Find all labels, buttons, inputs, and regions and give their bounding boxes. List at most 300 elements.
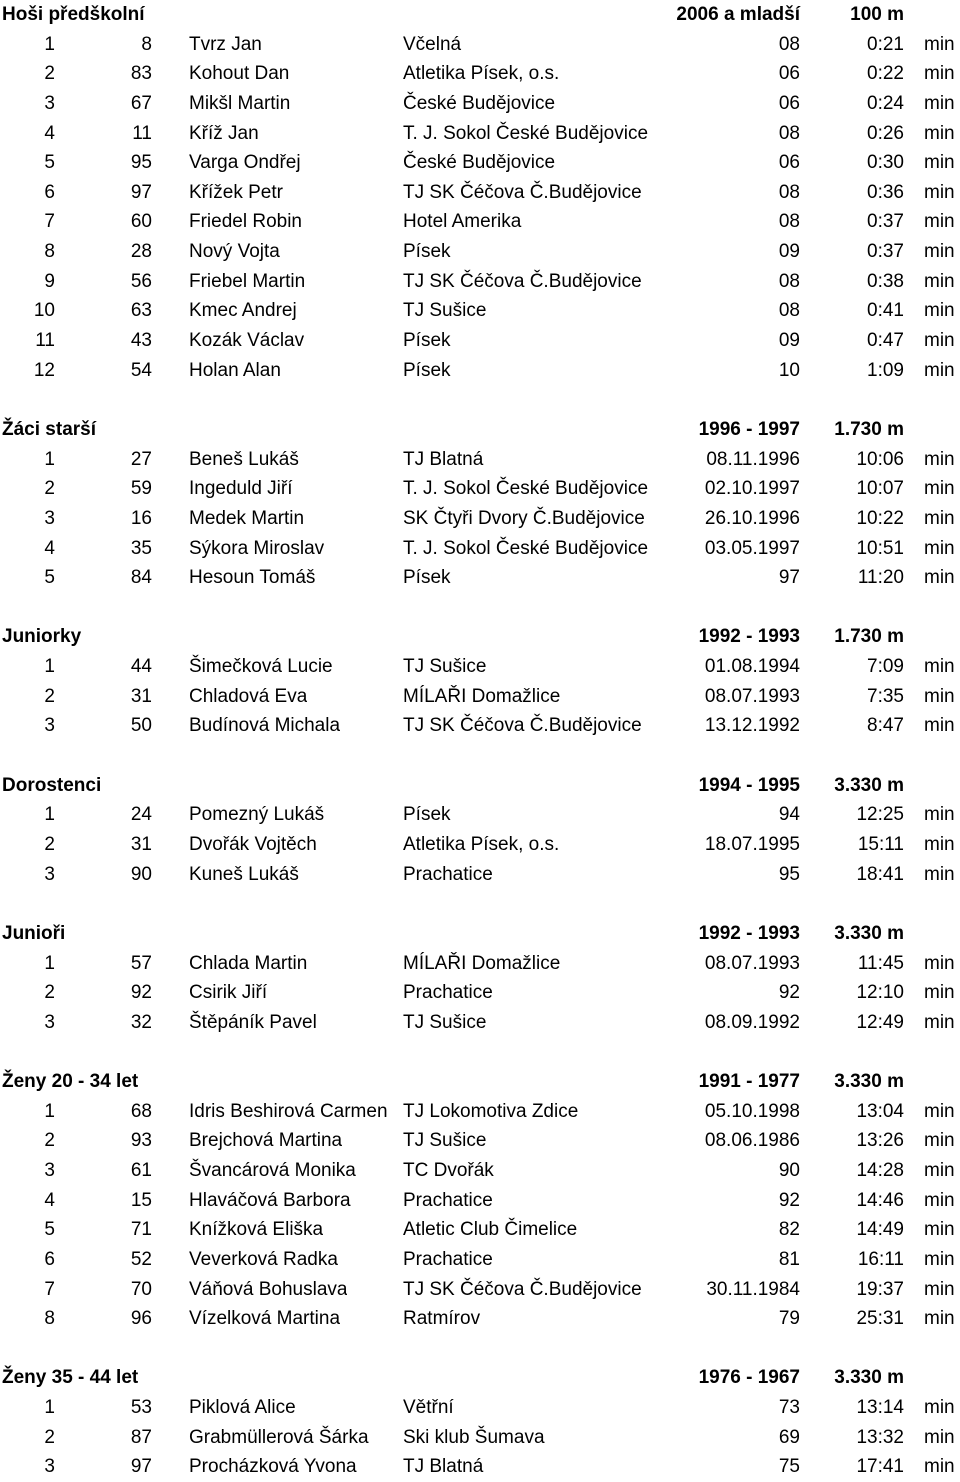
bib-number-cell: 84 (130, 567, 152, 589)
time-cell: 0:24 (867, 92, 904, 114)
time-cell: 0:36 (867, 181, 904, 203)
time-unit-cell: min (924, 181, 955, 203)
birth-year-cell: 05.10.1998 (704, 1100, 800, 1122)
section-spacer (0, 1334, 960, 1364)
bib-number-cell: 59 (130, 478, 152, 500)
table-row (0, 1304, 960, 1334)
table-row (0, 949, 960, 979)
position-cell: 3 (44, 715, 55, 737)
table-row (0, 1245, 960, 1275)
club-cell: Prachatice (403, 1248, 493, 1270)
club-cell: Ski klub Šumava (403, 1426, 545, 1448)
table-row (0, 1423, 960, 1453)
time-cell: 7:09 (867, 656, 904, 678)
time-unit-cell: min (924, 63, 955, 85)
club-cell: TC Dvořák (403, 1159, 494, 1181)
birth-year-cell: 81 (778, 1248, 800, 1270)
category-years: 1994 - 1995 (698, 774, 800, 796)
position-cell: 10 (33, 300, 55, 322)
time-unit-cell: min (924, 1130, 955, 1152)
bib-number-cell: 96 (130, 1308, 152, 1330)
time-unit-cell: min (924, 1397, 955, 1419)
club-cell: Větřní (403, 1397, 454, 1419)
position-cell: 12 (33, 359, 55, 381)
time-cell: 13:32 (856, 1426, 904, 1448)
time-cell: 0:26 (867, 122, 904, 144)
bib-number-cell: 54 (130, 359, 152, 381)
time-unit-cell: min (924, 982, 955, 1004)
club-cell: Písek (403, 359, 451, 381)
time-unit-cell: min (924, 92, 955, 114)
bib-number-cell: 95 (130, 152, 152, 174)
table-row (0, 1393, 960, 1423)
birth-year-cell: 09 (778, 241, 800, 263)
table-row (0, 267, 960, 297)
position-cell: 7 (44, 1278, 55, 1300)
section-spacer (0, 1037, 960, 1067)
bib-number-cell: 70 (130, 1278, 152, 1300)
club-cell: Atletika Písek, o.s. (403, 63, 560, 85)
time-unit-cell: min (924, 330, 955, 352)
time-unit-cell: min (924, 1100, 955, 1122)
time-unit-cell: min (924, 537, 955, 559)
bib-number-cell: 61 (130, 1159, 152, 1181)
club-cell: České Budějovice (403, 152, 556, 174)
birth-year-cell: 08 (778, 270, 800, 292)
section-spacer (0, 385, 960, 415)
category-title: Ženy 20 - 34 let (2, 1071, 139, 1093)
position-cell: 1 (44, 952, 55, 974)
position-cell: 1 (44, 804, 55, 826)
category-distance: 3.330 m (834, 1071, 904, 1093)
table-row (0, 1215, 960, 1245)
athlete-name-cell: Pomezný Lukáš (189, 804, 325, 826)
table-row (0, 1186, 960, 1216)
position-cell: 3 (44, 863, 55, 885)
athlete-name-cell: Idris Beshirová Carmen (189, 1100, 388, 1122)
birth-year-cell: 06 (778, 152, 800, 174)
time-unit-cell: min (924, 656, 955, 678)
time-unit-cell: min (924, 1189, 955, 1211)
athlete-name-cell: Csirik Jiří (189, 982, 268, 1004)
athlete-name-cell: Varga Ondřej (189, 152, 301, 174)
time-cell: 0:38 (867, 270, 904, 292)
category-distance: 3.330 m (834, 1367, 904, 1389)
bib-number-cell: 97 (130, 181, 152, 203)
bib-number-cell: 11 (132, 122, 152, 144)
athlete-name-cell: Hlaváčová Barbora (189, 1189, 351, 1211)
time-unit-cell: min (924, 270, 955, 292)
time-cell: 0:22 (867, 63, 904, 85)
section-spacer (0, 593, 960, 623)
bib-number-cell: 67 (130, 92, 152, 114)
time-cell: 0:47 (867, 330, 904, 352)
position-cell: 1 (44, 1100, 55, 1122)
position-cell: 5 (44, 1219, 55, 1241)
position-cell: 9 (44, 270, 55, 292)
athlete-name-cell: Sýkora Miroslav (189, 537, 325, 559)
athlete-name-cell: Nový Vojta (189, 241, 280, 263)
category-distance: 3.330 m (834, 774, 904, 796)
athlete-name-cell: Beneš Lukáš (189, 448, 299, 470)
birth-year-cell: 73 (778, 1397, 800, 1419)
club-cell: TJ Lokomotiva Zdice (403, 1100, 579, 1122)
birth-year-cell: 08 (778, 122, 800, 144)
category-header (0, 0, 960, 30)
position-cell: 5 (44, 152, 55, 174)
table-row (0, 356, 960, 386)
birth-year-cell: 13.12.1992 (704, 715, 800, 737)
club-cell: Atletic Club Čimelice (403, 1219, 578, 1241)
birth-year-cell: 03.05.1997 (704, 537, 800, 559)
category-years: 1976 - 1967 (698, 1367, 800, 1389)
athlete-name-cell: Knížková Eliška (189, 1219, 324, 1241)
athlete-name-cell: Mikšl Martin (189, 92, 291, 114)
position-cell: 3 (44, 92, 55, 114)
time-cell: 25:31 (856, 1308, 904, 1330)
athlete-name-cell: Procházková Yvona (189, 1456, 357, 1478)
position-cell: 2 (44, 63, 55, 85)
time-cell: 13:14 (856, 1397, 904, 1419)
bib-number-cell: 68 (130, 1100, 152, 1122)
table-row (0, 652, 960, 682)
table-row (0, 326, 960, 356)
bib-number-cell: 63 (130, 300, 152, 322)
time-cell: 0:21 (867, 33, 904, 55)
birth-year-cell: 06 (778, 63, 800, 85)
time-cell: 11:45 (857, 952, 904, 974)
birth-year-cell: 08 (778, 211, 800, 233)
time-cell: 0:37 (867, 211, 904, 233)
athlete-name-cell: Kuneš Lukáš (189, 863, 299, 885)
birth-year-cell: 08.07.1993 (704, 952, 800, 974)
bib-number-cell: 44 (130, 656, 152, 678)
time-cell: 17:41 (856, 1456, 904, 1478)
club-cell: TJ Blatná (403, 1456, 484, 1478)
birth-year-cell: 82 (778, 1219, 800, 1241)
category-title: Juniorky (2, 626, 82, 648)
time-unit-cell: min (924, 1248, 955, 1270)
club-cell: Prachatice (403, 982, 493, 1004)
club-cell: Hotel Amerika (403, 211, 522, 233)
time-unit-cell: min (924, 833, 955, 855)
time-unit-cell: min (924, 567, 955, 589)
bib-number-cell: 16 (130, 507, 152, 529)
club-cell: Písek (403, 804, 451, 826)
time-unit-cell: min (924, 804, 955, 826)
position-cell: 2 (44, 982, 55, 1004)
bib-number-cell: 93 (130, 1130, 152, 1152)
table-row (0, 1452, 960, 1482)
category-years: 1991 - 1977 (698, 1071, 800, 1093)
table-row (0, 978, 960, 1008)
time-cell: 0:30 (867, 152, 904, 174)
category-title: Hoši předškolní (2, 4, 145, 25)
club-cell: Písek (403, 241, 451, 263)
time-unit-cell: min (924, 1159, 955, 1181)
birth-year-cell: 94 (778, 804, 800, 826)
club-cell: Prachatice (403, 1189, 493, 1211)
time-cell: 12:49 (856, 1011, 904, 1033)
time-cell: 0:37 (867, 241, 904, 263)
birth-year-cell: 69 (778, 1426, 800, 1448)
club-cell: TJ SK Čéčova Č.Budějovice (403, 181, 642, 203)
time-cell: 11:20 (857, 567, 904, 589)
table-row (0, 504, 960, 534)
birth-year-cell: 30.11.1984 (706, 1278, 800, 1300)
time-cell: 12:10 (856, 982, 904, 1004)
birth-year-cell: 95 (778, 863, 800, 885)
bib-number-cell: 35 (130, 537, 152, 559)
athlete-name-cell: Tvrz Jan (189, 33, 262, 55)
time-cell: 19:37 (856, 1278, 904, 1300)
position-cell: 4 (44, 1189, 55, 1211)
position-cell: 4 (44, 122, 55, 144)
category-years: 1992 - 1993 (698, 922, 800, 944)
bib-number-cell: 90 (130, 863, 152, 885)
time-unit-cell: min (924, 33, 955, 55)
position-cell: 11 (35, 330, 55, 352)
club-cell: Atletika Písek, o.s. (403, 833, 560, 855)
table-row (0, 563, 960, 593)
table-row (0, 237, 960, 267)
table-row (0, 682, 960, 712)
athlete-name-cell: Chlada Martin (189, 952, 308, 974)
club-cell: Včelná (403, 33, 462, 55)
athlete-name-cell: Brejchová Martina (189, 1130, 343, 1152)
athlete-name-cell: Štěpáník Pavel (189, 1011, 317, 1033)
table-row (0, 30, 960, 60)
birth-year-cell: 90 (778, 1159, 800, 1181)
club-cell: TJ Sušice (403, 656, 487, 678)
table-row (0, 59, 960, 89)
category-title: Žáci starší (2, 418, 96, 440)
time-unit-cell: min (924, 300, 955, 322)
club-cell: SK Čtyři Dvory Č.Budějovice (403, 507, 645, 529)
club-cell: TJ SK Čéčova Č.Budějovice (403, 715, 642, 737)
club-cell: T. J. Sokol České Budějovice (403, 478, 649, 500)
category-distance: 100 m (850, 4, 904, 25)
birth-year-cell: 18.07.1995 (704, 833, 800, 855)
club-cell: TJ Blatná (403, 448, 484, 470)
time-cell: 15:11 (857, 833, 904, 855)
category-header (0, 1067, 960, 1097)
time-unit-cell: min (924, 1219, 955, 1241)
table-row (0, 800, 960, 830)
position-cell: 3 (44, 1456, 55, 1478)
category-title: Junioři (2, 922, 66, 944)
position-cell: 1 (44, 448, 55, 470)
table-row (0, 178, 960, 208)
position-cell: 7 (44, 211, 55, 233)
table-row (0, 1008, 960, 1038)
bib-number-cell: 71 (130, 1219, 152, 1241)
category-distance: 1.730 m (834, 418, 904, 440)
table-row (0, 860, 960, 890)
position-cell: 4 (44, 537, 55, 559)
club-cell: Písek (403, 330, 451, 352)
time-cell: 10:07 (856, 478, 904, 500)
club-cell: Písek (403, 567, 451, 589)
athlete-name-cell: Piklová Alice (189, 1397, 296, 1419)
athlete-name-cell: Friebel Martin (189, 270, 306, 292)
birth-year-cell: 08 (778, 181, 800, 203)
birth-year-cell: 79 (778, 1308, 800, 1330)
category-header (0, 1363, 960, 1393)
club-cell: MÍLAŘI Domažlice (403, 685, 561, 707)
time-cell: 13:26 (856, 1130, 904, 1152)
club-cell: Prachatice (403, 863, 493, 885)
table-row (0, 1126, 960, 1156)
table-row (0, 830, 960, 860)
athlete-name-cell: Křížek Petr (189, 181, 283, 203)
bib-number-cell: 31 (130, 833, 152, 855)
athlete-name-cell: Váňová Bohuslava (189, 1278, 348, 1300)
athlete-name-cell: Grabmüllerová Šárka (189, 1426, 369, 1448)
section-spacer (0, 889, 960, 919)
time-cell: 7:35 (867, 685, 904, 707)
bib-number-cell: 87 (130, 1426, 152, 1448)
club-cell: TJ Sušice (403, 300, 487, 322)
time-cell: 12:25 (856, 804, 904, 826)
time-cell: 16:11 (857, 1248, 904, 1270)
bib-number-cell: 83 (130, 63, 152, 85)
athlete-name-cell: Švancárová Monika (189, 1159, 356, 1181)
category-years: 2006 a mladší (676, 4, 800, 25)
time-cell: 0:41 (867, 300, 904, 322)
athlete-name-cell: Kohout Dan (189, 63, 290, 85)
bib-number-cell: 60 (130, 211, 152, 233)
bib-number-cell: 53 (130, 1397, 152, 1419)
birth-year-cell: 06 (778, 92, 800, 114)
athlete-name-cell: Veverková Radka (189, 1248, 338, 1270)
position-cell: 2 (44, 1426, 55, 1448)
table-row (0, 474, 960, 504)
athlete-name-cell: Holan Alan (189, 359, 281, 381)
athlete-name-cell: Friedel Robin (189, 211, 302, 233)
time-cell: 1:09 (867, 359, 904, 381)
bib-number-cell: 57 (130, 952, 152, 974)
table-row (0, 207, 960, 237)
time-unit-cell: min (924, 507, 955, 529)
position-cell: 6 (44, 181, 55, 203)
time-unit-cell: min (924, 359, 955, 381)
time-unit-cell: min (924, 715, 955, 737)
category-title: Dorostenci (2, 774, 102, 796)
athlete-name-cell: Ingeduld Jiří (189, 478, 293, 500)
position-cell: 1 (44, 1397, 55, 1419)
bib-number-cell: 28 (130, 241, 152, 263)
bib-number-cell: 52 (130, 1248, 152, 1270)
time-cell: 10:06 (856, 448, 904, 470)
position-cell: 5 (44, 567, 55, 589)
time-unit-cell: min (924, 1011, 955, 1033)
position-cell: 3 (44, 1159, 55, 1181)
athlete-name-cell: Chladová Eva (189, 685, 308, 707)
bib-number-cell: 97 (130, 1456, 152, 1478)
birth-year-cell: 01.08.1994 (704, 656, 800, 678)
category-header (0, 919, 960, 949)
time-unit-cell: min (924, 122, 955, 144)
birth-year-cell: 75 (778, 1456, 800, 1478)
birth-year-cell: 09 (778, 330, 800, 352)
birth-year-cell: 08.09.1992 (704, 1011, 800, 1033)
club-cell: Ratmírov (403, 1308, 481, 1330)
time-unit-cell: min (924, 952, 955, 974)
table-row (0, 1156, 960, 1186)
time-cell: 8:47 (867, 715, 904, 737)
table-row (0, 445, 960, 475)
category-years: 1996 - 1997 (698, 418, 800, 440)
club-cell: TJ SK Čéčova Č.Budějovice (403, 1278, 642, 1300)
bib-number-cell: 8 (141, 33, 152, 55)
position-cell: 8 (44, 241, 55, 263)
time-cell: 14:49 (856, 1219, 904, 1241)
athlete-name-cell: Hesoun Tomáš (189, 567, 316, 589)
bib-number-cell: 15 (130, 1189, 152, 1211)
club-cell: TJ Sušice (403, 1130, 487, 1152)
bib-number-cell: 43 (130, 330, 152, 352)
category-years: 1992 - 1993 (698, 626, 800, 648)
birth-year-cell: 08.11.1996 (706, 448, 800, 470)
position-cell: 2 (44, 1130, 55, 1152)
athlete-name-cell: Medek Martin (189, 507, 305, 529)
birth-year-cell: 02.10.1997 (704, 478, 800, 500)
time-unit-cell: min (924, 1308, 955, 1330)
bib-number-cell: 31 (130, 685, 152, 707)
time-cell: 14:46 (856, 1189, 904, 1211)
birth-year-cell: 08.06.1986 (704, 1130, 800, 1152)
time-cell: 14:28 (856, 1159, 904, 1181)
position-cell: 3 (44, 507, 55, 529)
time-unit-cell: min (924, 448, 955, 470)
table-row (0, 119, 960, 149)
category-header (0, 415, 960, 445)
position-cell: 6 (44, 1248, 55, 1270)
table-row (0, 296, 960, 326)
club-cell: TJ SK Čéčova Č.Budějovice (403, 270, 642, 292)
athlete-name-cell: Kozák Václav (189, 330, 305, 352)
club-cell: TJ Sušice (403, 1011, 487, 1033)
club-cell: České Budějovice (403, 92, 556, 114)
table-row (0, 1097, 960, 1127)
athlete-name-cell: Vízelková Martina (189, 1308, 341, 1330)
club-cell: T. J. Sokol České Budějovice (403, 122, 649, 144)
athlete-name-cell: Kříž Jan (189, 122, 259, 144)
time-unit-cell: min (924, 863, 955, 885)
category-title: Ženy 35 - 44 let (2, 1367, 139, 1389)
position-cell: 2 (44, 478, 55, 500)
table-row (0, 711, 960, 741)
bib-number-cell: 92 (130, 982, 152, 1004)
time-unit-cell: min (924, 1426, 955, 1448)
table-row (0, 534, 960, 564)
position-cell: 8 (44, 1308, 55, 1330)
bib-number-cell: 32 (130, 1011, 152, 1033)
position-cell: 1 (44, 33, 55, 55)
athlete-name-cell: Kmec Andrej (189, 300, 297, 322)
time-unit-cell: min (924, 478, 955, 500)
bib-number-cell: 24 (130, 804, 152, 826)
time-unit-cell: min (924, 1278, 955, 1300)
table-row (0, 1275, 960, 1305)
club-cell: MÍLAŘI Domažlice (403, 952, 561, 974)
birth-year-cell: 10 (778, 359, 800, 381)
time-cell: 13:04 (856, 1100, 904, 1122)
time-unit-cell: min (924, 211, 955, 233)
time-unit-cell: min (924, 152, 955, 174)
time-cell: 10:51 (856, 537, 904, 559)
